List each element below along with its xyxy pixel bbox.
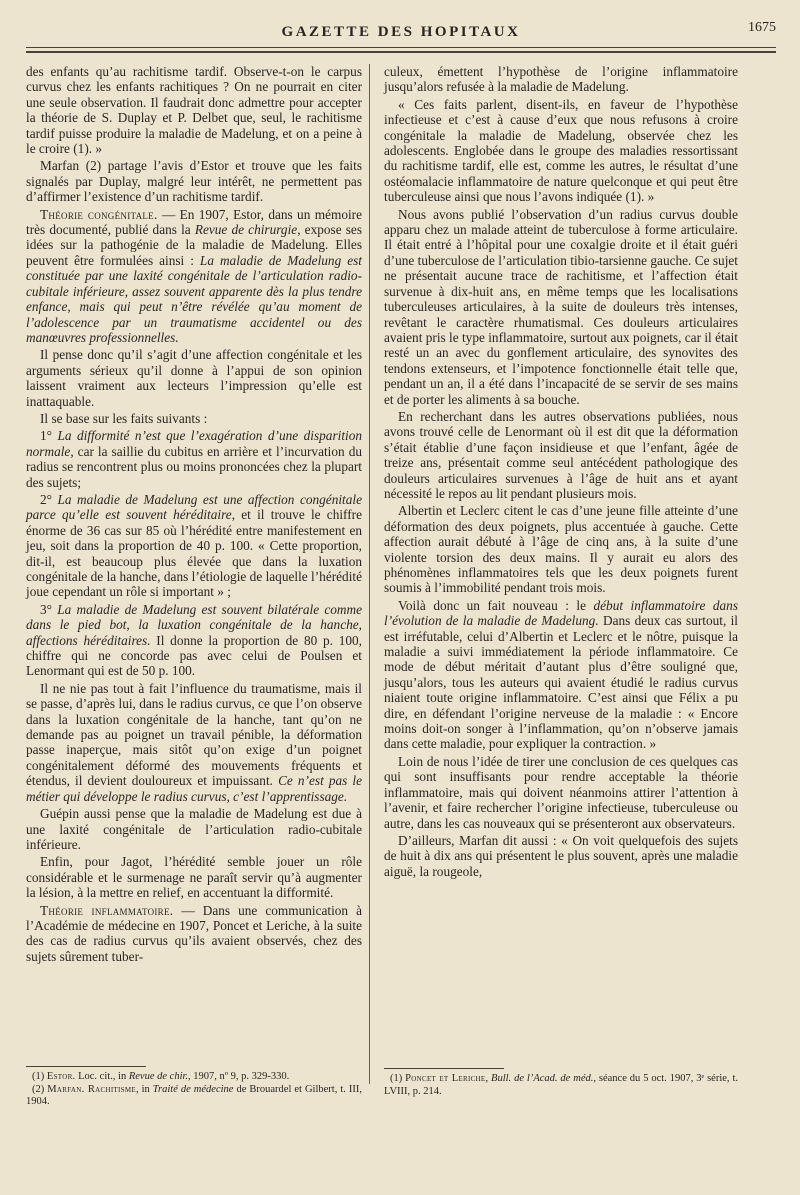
footnotes-right: [384, 1068, 738, 1098]
paragraph: Marfan (2) partage l’avis d’Estor et trouve que les faits signalés par Duplay, malgré leur intérêt, ne permettent pas d’affirmer l’existence d’un rachitisme tardif.: [26, 158, 362, 205]
footnote-rule: [26, 1066, 146, 1067]
page-header: [26, 18, 776, 58]
paragraph: « Ces faits parlent, disent-ils, en faveur de l’hypothèse infectieuse et c’est à cause d’eux que nous refusons à croire congénitale la maladie de Madelung, observée chez les adolescents. Englobée dans le groupe des maladies ressortissant du rachitisme tardif, elle est, comme les autres, le résultat d’une ostéomalacie inflammatoire de nature quelconque et qui peut être tuberculeuse ainsi que nous l’avons indiquée (1). »: [384, 96, 738, 205]
paragraph: Enfin, pour Jagot, l’hérédité semble jouer un rôle considérable et le surmenage ne paraît servir qu’à augmenter la lésion, à la mettre en relief, en accentuant la difformité.: [26, 854, 362, 901]
journal-title: GAZETTE DES HOPITAUX: [281, 24, 521, 40]
header-rule: [26, 47, 776, 48]
paragraph-congenital-theory: Théorie congénitale. — En 1907, Estor, dans un mémoire très documenté, publié dans la Revue de chirurgie, expose ses idées sur la pathogénie de la maladie de Madelung. Elles peuvent être formulées ainsi : La maladie de Madelung est constituée par une laxité congénitale de l’articulation radio-cubitale inférieure, assez souvent apparente dès la plus tendre enfance, mais qui peut n’être révélée qu’au moment de l’adolescence par un traumatisme accidentel ou des manœuvres professionnelles.: [26, 206, 362, 345]
paragraph: Il ne nie pas tout à fait l’influence du traumatisme, mais il se passe, d’après lui, dans le radius curvus, ce que l’on observe dans la luxation congénitale de la hanche, tant qu’on ne demande pas au poignet un travail pénible, la déformation passe inaperçue, mais sitôt qu’on exige d’un poignet congénitalement déformé des mouvements fréquents et étendus, il devient douloureux et impuissant. Ce n’est pas le métier qui développe le radius curvus, c’est l’apprentissage.: [26, 680, 362, 804]
footnote: (1) Estor. Loc. cit., in Revue de chir., 1907, nº 9, p. 329-330.: [32, 1071, 290, 1082]
paragraph: Loin de nous l’idée de tirer une conclusion de ces quelques cas qui sont insuffisants pour rendre acceptable la théorie inflammatoire, mais qui doivent néanmoins attirer l’attention à l’avenir, et faire rechercher l’origine infectieuse, tuberculeuse ou autre, dans les cas nouveaux qui se présenteront aux observateurs.: [384, 753, 738, 831]
column-divider: [369, 64, 370, 1084]
paragraph: Albertin et Leclerc citent le cas d’une jeune fille atteinte d’une déformation des deux poignets, plus accentuée à gauche. Cette affection aurait débuté à l’âge de cinq ans, à la suite d’une violente torsion des deux mains. Il y aurait eu alors des phénomènes inflammatoires tels que les deux poignets furent soumis à l’immobilité pendant trois mois.: [384, 503, 738, 596]
list-item: 2° La maladie de Madelung est une affection congénitale parce qu’elle est souvent héréditaire, et il trouve le chiffre énorme de 36 cas sur 85 où l’hérédité entre manifestement en jeu, soit dans la proportion de 40 p. 100. « Cette proportion, dit-il, est beaucoup plus élevée que dans la luxation congénitale de la hanche, dans l’étiologie de laquelle l’hérédité joue cependant un rôle si important » ;: [26, 491, 362, 600]
paragraph: D’ailleurs, Marfan dit aussi : « On voit quelquefois des sujets de huit à dix ans qui présentent le plus souvent, après une maladie aiguë, la rougeole,: [384, 832, 738, 879]
footnote: (1) Poncet et Leriche, Bull. de l’Acad. de méd., séance du 5 oct. 1907, 3ᵉ série, t. LVIII, p. 214.: [384, 1073, 738, 1097]
footnote: (2) Marfan. Rachitisme, in Traité de médecine de Brouardel et Gilbert, t. III, 1904.: [26, 1083, 363, 1107]
footnotes-left: [26, 1066, 362, 1109]
section-heading: Théorie congénitale.: [40, 206, 158, 222]
paragraph: culeux, émettent l’hypothèse de l’origine inflammatoire jusqu’alors refusée à la maladie de Madelung.: [384, 64, 738, 95]
list-item: 3° La maladie de Madelung est souvent bilatérale comme dans le pied bot, la luxation congénitale de la hanche, affections héréditaires. Il donne la proportion de 80 p. 100, chiffre qui ne concorde pas avec celui de Poulsen et Lenormant qui est de 50 p. 100.: [26, 601, 362, 679]
footnote-rule: [384, 1068, 504, 1069]
paragraph: Nous avons publié l’observation d’un radius curvus double apparu chez un malade atteint de tuberculose à forme articulaire. Il était entré à l’hôpital pour une coxalgie droite et il était guéri d’une tuberculose de l’articulation tibio-tarsienne gauche. Ce sujet ne présentait aucune trace de rachitisme, et l’affection était survenue à dix-huit ans, en même temps que les localisations tuberculeuses articulaires, à la suite de douleurs très intenses, revêtant le caractère rhumatismal. Ces douleurs articulaires avaient pris le type inflammatoire, surtout aux poignets, car il était resté un an avec du gonflement articulaire, des synovites des tendons extenseurs, et l’impotence fonctionnelle était telle que, pendant un an, il a été dans l’incapacité de se servir de ses mains et de porter les aliments à sa bouche.: [384, 206, 738, 407]
paragraph: Il se base sur les faits suivants :: [40, 410, 208, 426]
page-number: 1675: [748, 20, 776, 35]
paragraph: Voilà donc un fait nouveau : le début inflammatoire dans l’évolution de la maladie de Madelung. Dans deux cas surtout, il est irréfutable, celui d’Albertin et Leclerc et le nôtre, puisque la maladie a suivi immédiatement la période inflammatoire. Ce mode de début méritait d’autant plus d’être souligné que, jusqu’alors, tous les auteurs qui avaient étudié le radius curvus niaient toute origine inflammatoire. C’est ainsi que Félix a pu dire, en défendant l’origine nerveuse de la maladie : « Encore moins doit-on songer à l’inflammation, qu’on n’observe jamais dans cette maladie, pour expliquer la contraction. »: [384, 597, 739, 752]
paragraph: des enfants qu’au rachitisme tardif. Observe-t-on le carpus curvus chez les enfants rachitiques ? On ne pourrait en citer une seule observation. Il faudrait donc admettre pour accepter la théorie de S. Duplay et P. Delbet que, seul, le rachitisme tardif puisse produire la maladie de Madelung, et on a peine à le croire (1). »: [26, 64, 362, 157]
paragraph: En recherchant dans les autres observations publiées, nous avons trouvé celle de Lenormant où il est dit que la déformation s’était établie d’une façon insidieuse et que l’enfant, âgée de treize ans, présentait comme seul antécédent pathologique des douleurs articulaires survenues à l’âge de huit ans et ayant nécessité le repos au lit pendant plusieurs mois.: [384, 408, 738, 501]
paragraph: Guépin aussi pense que la maladie de Madelung est due à une laxité congénitale de l’articulation radio-cubitale inférieure.: [26, 806, 362, 852]
right-column: [384, 64, 738, 881]
paragraph-inflammatory-theory: Théorie inflammatoire. — Dans une communication à l’Académie de médecine en 1907, Poncet et Leriche, à la suite des cas de radius curvus qu’ils avaient observés, chez des sujets sûrement tuber-: [26, 902, 363, 964]
list-item: 1° La difformité n’est que l’exagération d’une disparition normale, car la saillie du cubitus en arrière et l’incurvation du radius se rencontrent plus ou moins prononcées chez la plupart des sujets;: [26, 428, 362, 490]
header-rule-thick: [26, 51, 776, 53]
paragraph: Il pense donc qu’il s’agit d’une affection congénitale et les arguments sérieux qu’il donne à l’appui de son opinion laissent vraiment aux lecteurs l’impression qu’elle est inattaquable.: [26, 347, 362, 409]
section-heading: Théorie inflammatoire.: [40, 902, 174, 918]
left-column: [26, 64, 362, 966]
